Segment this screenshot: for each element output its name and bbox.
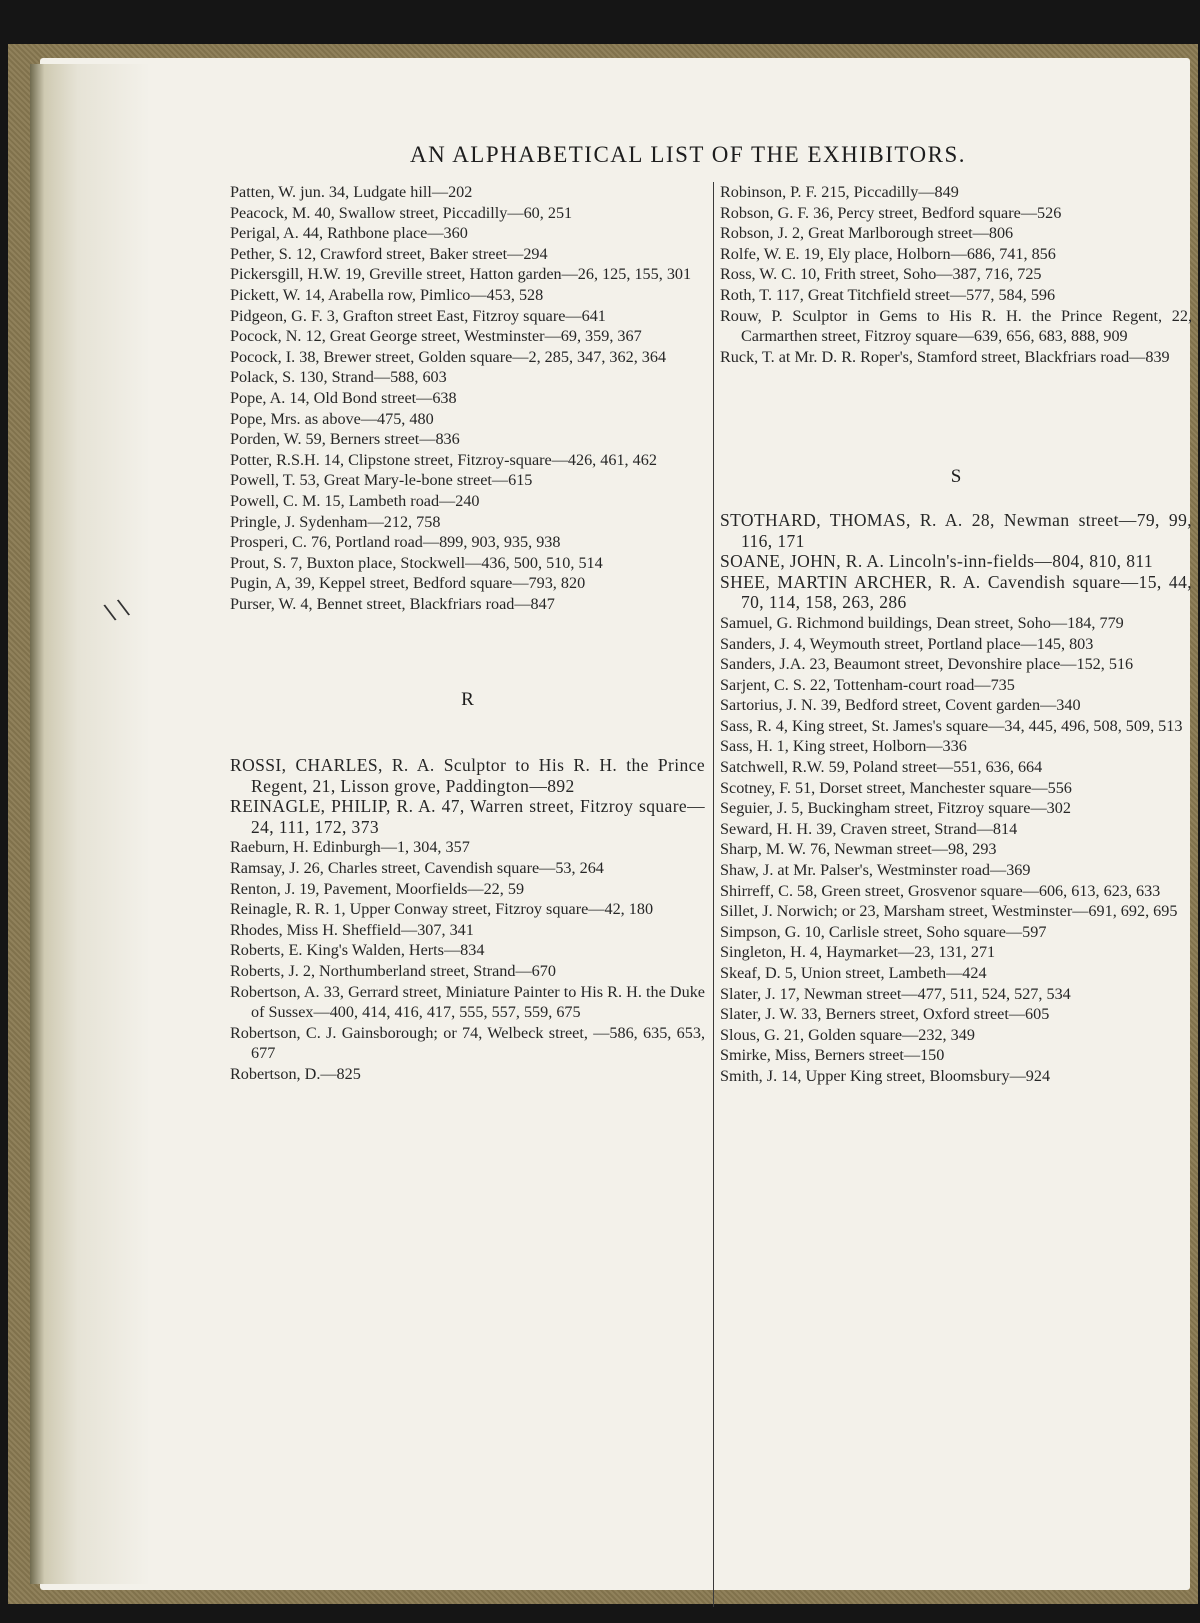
exhibitor-entry: Prosperi, C. 76, Portland road—899, 903, 935, 938 (230, 533, 561, 552)
p-entries-list (230, 182, 705, 614)
exhibitor-entry: Pickersgill, H.W. 19, Greville street, Hatton garden—26, 125, 155, 301 (230, 265, 692, 284)
exhibitor-entry: Rouw, P. Sculptor in Gems to His R. H. the Prince Regent, 22, Carmarthen street, Fitzroy square—639, 656, 683, 888, 909 (720, 306, 1192, 346)
exhibitor-entry: Roberts, J. 2, Northumberland street, Strand—670 (230, 962, 556, 980)
exhibitor-entry: Simpson, G. 10, Carlisle street, Soho square—597 (720, 922, 1047, 941)
exhibitor-entry: Seward, H. H. 39, Craven street, Strand—814 (720, 819, 1018, 838)
exhibitor-entry: Pocock, N. 12, Great George street, Westminster—69, 359, 367 (230, 327, 642, 346)
page-title: AN ALPHABETICAL LIST OF THE EXHIBITORS. (410, 142, 966, 167)
exhibitor-entry: Smirke, Miss, Berners street—150 (720, 1046, 945, 1065)
exhibitor-entry: Robson, G. F. 36, Percy street, Bedford square—526 (720, 203, 1062, 222)
exhibitor-entry: Skeaf, D. 5, Union street, Lambeth—424 (720, 964, 987, 982)
exhibitor-entry: Ruck, T. at Mr. D. R. Roper's, Stamford street, Blackfriars road—839 (720, 347, 1170, 366)
exhibitor-entry: Ramsay, J. 26, Charles street, Cavendish square—53, 264 (230, 859, 604, 878)
exhibitor-entry: Sanders, J. 4, Weymouth street, Portland place—145, 803 (720, 634, 1094, 653)
s-entries-list (720, 613, 1192, 1087)
exhibitor-entry: Pidgeon, G. F. 3, Grafton street East, Fitzroy square—641 (230, 306, 606, 325)
exhibitor-entry: Sanders, J.A. 23, Beaumont street, Devonshire place—152, 516 (720, 655, 1134, 674)
exhibitor-entry: Raeburn, H. Edinburgh—1, 304, 357 (230, 838, 470, 857)
exhibitor-entry: Robertson, C. J. Gainsborough; or 74, Welbeck street, —586, 635, 653, 677 (230, 1023, 705, 1063)
exhibitor-entry: Rolfe, W. E. 19, Ely place, Holborn—686, 741, 856 (720, 244, 1056, 263)
exhibitor-entry: Robson, J. 2, Great Marlborough street—806 (720, 224, 1014, 243)
exhibitor-entry: Sharp, M. W. 76, Newman street—98, 293 (720, 840, 997, 859)
section-heading-r: R (461, 689, 474, 711)
exhibitor-entry: Pringle, J. Sydenham—212, 758 (230, 512, 441, 531)
r-entries-continued-list (720, 182, 1192, 367)
exhibitor-entry: Slous, G. 21, Golden square—232, 349 (720, 1025, 975, 1044)
exhibitor-entry: Shirreff, C. 58, Green street, Grosvenor square—606, 613, 623, 633 (720, 881, 1161, 900)
right-column (720, 182, 1192, 1087)
exhibitor-entry: Porden, W. 59, Berners street—836 (230, 430, 460, 449)
s-academicians-list (720, 510, 1192, 613)
left-column (230, 182, 705, 1085)
page-gutter (30, 64, 150, 1584)
exhibitor-entry: Robinson, P. F. 215, Piccadilly—849 (720, 183, 959, 201)
exhibitor-entry: Ross, W. C. 10, Frith street, Soho—387, 716, 725 (720, 265, 1042, 284)
exhibitor-entry: Perigal, A. 44, Rathbone place—360 (230, 224, 468, 243)
exhibitor-entry: Sass, H. 1, King street, Holborn—336 (720, 737, 967, 756)
exhibitor-entry: SOANE, JOHN, R. A. Lincoln's-inn-fields—804, 810, 811 (720, 551, 1153, 572)
exhibitor-entry: ROSSI, CHARLES, R. A. Sculptor to His R. H. the Prince Regent, 21, Lisson grove, Paddington—892 (230, 755, 705, 796)
exhibitor-entry: Powell, C. M. 15, Lambeth road—240 (230, 491, 480, 510)
exhibitor-entry: Robertson, A. 33, Gerrard street, Miniature Painter to His R. H. the Duke of Sussex—400, 414, 416, 417, 555, 557, 559, 675 (230, 982, 705, 1022)
exhibitor-entry: Shaw, J. at Mr. Palser's, Westminster road—369 (720, 861, 1031, 880)
exhibitor-entry: Seguier, J. 5, Buckingham street, Fitzroy square—302 (720, 799, 1071, 818)
exhibitor-entry: Slater, J. 17, Newman street—477, 511, 524, 527, 534 (720, 984, 1071, 1003)
section-heading-s: S (950, 466, 962, 488)
exhibitor-entry: Pocock, I. 38, Brewer street, Golden square—2, 285, 347, 362, 364 (230, 347, 667, 366)
exhibitor-entry: Scotney, F. 51, Dorset street, Manchester square—556 (720, 778, 1072, 797)
exhibitor-entry: Polack, S. 130, Strand—588, 603 (230, 368, 447, 387)
exhibitor-entry: Pope, Mrs. as above—475, 480 (230, 409, 434, 428)
exhibitor-entry: Sarjent, C. S. 22, Tottenham-court road—735 (720, 675, 1015, 694)
margin-marks: \ \ (102, 595, 132, 626)
exhibitor-entry: REINAGLE, PHILIP, R. A. 47, Warren street, Fitzroy square—24, 111, 172, 373 (230, 796, 705, 837)
exhibitor-entry: Pickett, W. 14, Arabella row, Pimlico—453, 528 (230, 285, 544, 304)
exhibitor-entry: Powell, T. 53, Great Mary-le-bone street—615 (230, 471, 533, 490)
exhibitor-entry: Rhodes, Miss H. Sheffield—307, 341 (230, 920, 474, 939)
exhibitor-entry: Robertson, D.—825 (230, 1064, 361, 1083)
exhibitor-entry: Satchwell, R.W. 59, Poland street—551, 636, 664 (720, 758, 1043, 777)
exhibitor-entry: Purser, W. 4, Bennet street, Blackfriars road—847 (230, 594, 555, 613)
exhibitor-entry: STOTHARD, THOMAS, R. A. 28, Newman street—79, 99, 116, 171 (720, 509, 1192, 551)
exhibitor-entry: Patten, W. jun. 34, Ludgate hill—202 (230, 183, 473, 201)
exhibitor-entry: Prout, S. 7, Buxton place, Stockwell—436, 500, 510, 514 (230, 553, 603, 572)
exhibitor-entry: Pether, S. 12, Crawford street, Baker street—294 (230, 244, 548, 263)
exhibitor-entry: Reinagle, R. R. 1, Upper Conway street, Fitzroy square—42, 180 (230, 900, 654, 919)
r-entries-list (230, 837, 705, 1084)
exhibitor-entry: Samuel, G. Richmond buildings, Dean street, Soho—184, 779 (720, 613, 1124, 632)
column-divider (713, 182, 714, 1607)
exhibitor-entry: Sartorius, J. N. 39, Bedford street, Covent garden—340 (720, 696, 1081, 715)
exhibitor-entry: Sillet, J. Norwich; or 23, Marsham street, Westminster—691, 692, 695 (720, 902, 1178, 921)
exhibitor-entry: Renton, J. 19, Pavement, Moorfields—22, 59 (230, 879, 525, 898)
exhibitor-entry: Singleton, H. 4, Haymarket—23, 131, 271 (720, 943, 996, 962)
exhibitor-entry: Sass, R. 4, King street, St. James's square—34, 445, 496, 508, 509, 513 (720, 716, 1183, 735)
exhibitor-entry: Roth, T. 117, Great Titchfield street—577, 584, 596 (720, 285, 1056, 304)
exhibitor-entry: SHEE, MARTIN ARCHER, R. A. Cavendish square—15, 44, 70, 114, 158, 263, 286 (720, 571, 1192, 613)
exhibitor-entry: Pope, A. 14, Old Bond street—638 (230, 388, 457, 407)
exhibitor-entry: Potter, R.S.H. 14, Clipstone street, Fitzroy-square—426, 461, 462 (230, 450, 657, 469)
exhibitor-entry: Smith, J. 14, Upper King street, Bloomsbury—924 (720, 1066, 1051, 1085)
exhibitor-entry: Roberts, E. King's Walden, Herts—834 (230, 941, 485, 960)
exhibitor-entry: Peacock, M. 40, Swallow street, Piccadilly—60, 251 (230, 203, 573, 222)
exhibitor-entry: Pugin, A, 39, Keppel street, Bedford square—793, 820 (230, 574, 586, 593)
exhibitor-entry: Slater, J. W. 33, Berners street, Oxford street—605 (720, 1005, 1050, 1024)
r-academicians-list (230, 755, 705, 837)
